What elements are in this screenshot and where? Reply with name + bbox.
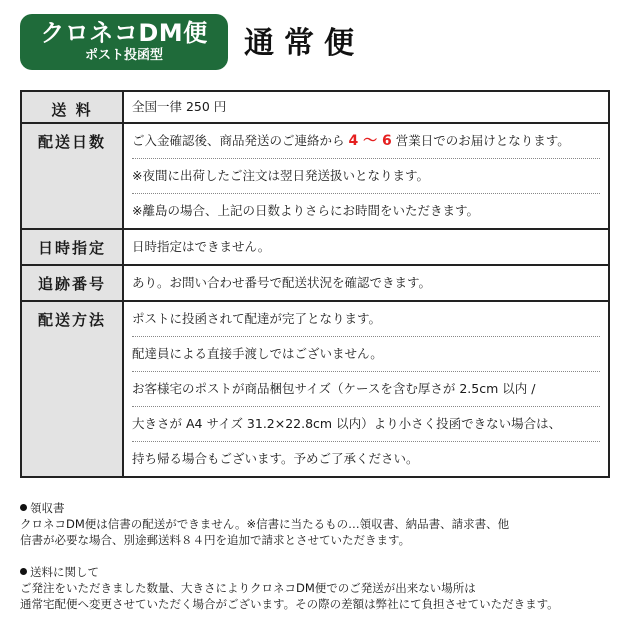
delivery-days-range: 4 ～ 6 — [348, 133, 392, 149]
shipping-info-table — [20, 90, 610, 478]
date-spec-value: 日時指定はできません。 — [132, 239, 271, 254]
receipt-heading: 領収書 — [30, 501, 65, 515]
shipping-notes — [20, 564, 620, 612]
shipping-note-line: 通常宅配便へ変更させていただく場合がございます。その際の差額は弊社にて負担させていただきます。 — [20, 597, 559, 611]
receipt-line: 信書が必要な場合、別途郵送料８４円を追加で請求とさせていただきます。 — [20, 533, 411, 547]
page-title: 通常便 — [244, 26, 364, 61]
night-shipping-note: ※夜間に出荷したご注文は翌日発送扱いとなります。 — [132, 159, 600, 194]
method-line: 大きさが A4 サイズ 31.2×22.8cm 以内）より小さく投函できない場合は、 — [132, 407, 600, 442]
tracking-label: 追跡番号 — [21, 265, 123, 301]
tracking-value: あり。お問い合わせ番号で配送状況を確認できます。 — [132, 275, 432, 290]
service-badge — [20, 14, 228, 70]
method-label: 配送方法 — [21, 301, 123, 477]
method-line: 配達員による直接手渡しではございません。 — [132, 337, 600, 372]
badge-title: クロネコDM便 — [40, 19, 208, 47]
shipping-fee-label: 送 料 — [21, 91, 123, 123]
bullet-icon — [20, 504, 27, 511]
badge-subtitle: ポスト投函型 — [84, 48, 163, 63]
receipt-notes — [20, 500, 620, 548]
table-row-tracking — [21, 265, 609, 301]
receipt-line: クロネコDM便は信書の配送ができません。※信書に当たるもの…領収書、納品書、請求書、他 — [20, 517, 510, 531]
table-row-delivery-days — [21, 123, 609, 229]
table-row-shipping-fee — [21, 91, 609, 123]
table-row-method — [21, 301, 609, 477]
shipping-heading: 送料に関して — [30, 565, 99, 579]
date-spec-label: 日時指定 — [21, 229, 123, 265]
delivery-days-label: 配送日数 — [21, 123, 123, 229]
island-note: ※離島の場合、上記の日数よりさらにお時間をいただきます。 — [132, 203, 479, 218]
method-line: お客様宅のポストが商品梱包サイズ（ケースを含む厚さが 2.5cm 以内 / — [132, 372, 600, 407]
shipping-note-line: ご発注をいただきました数量、大きさによりクロネコDM便でのご発送が出来ない場所は — [20, 581, 476, 595]
bullet-icon — [20, 568, 27, 575]
delivery-days-line: ご入金確認後、商品発送のご連絡から 4 ～ 6 営業日でのお届けとなります。 — [132, 124, 600, 159]
method-line: ポストに投函されて配達が完了となります。 — [132, 302, 600, 337]
shipping-fee-value: 全国一律 250 円 — [132, 99, 227, 114]
method-line: 持ち帰る場合もございます。予めご了承ください。 — [132, 451, 419, 466]
table-row-date-spec — [21, 229, 609, 265]
